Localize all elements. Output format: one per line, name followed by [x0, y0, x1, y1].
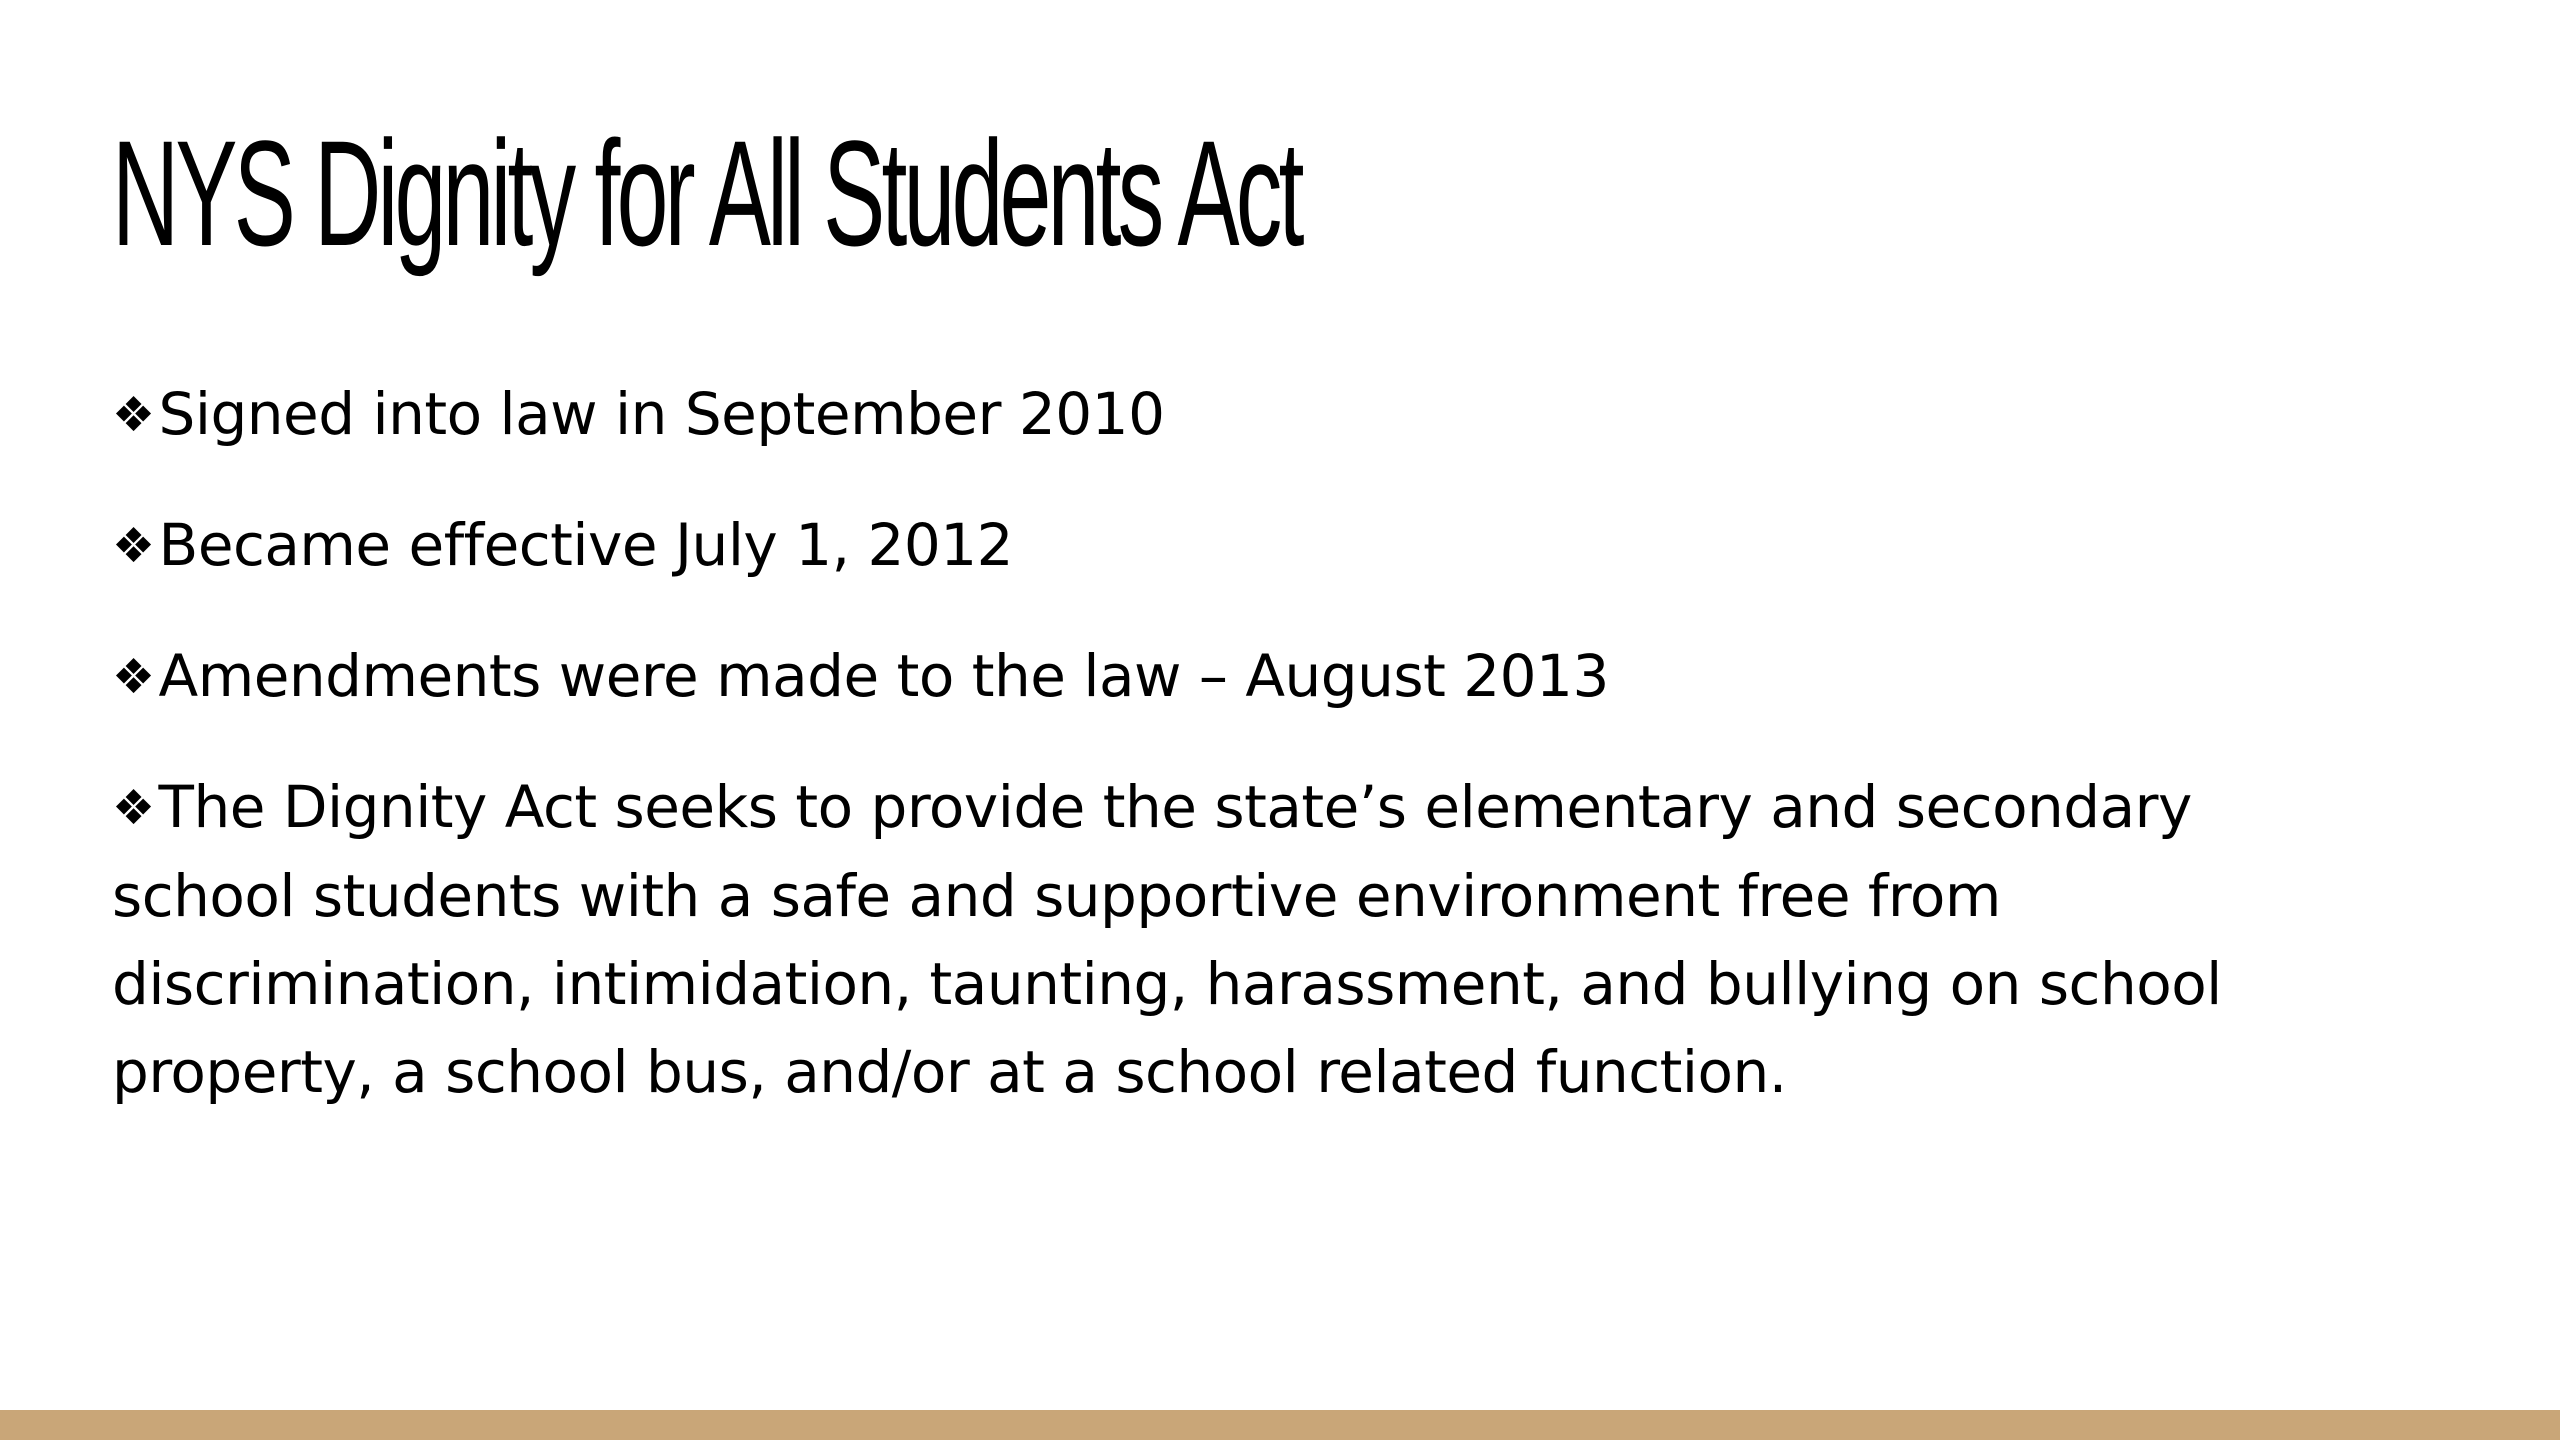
bullet-item — [112, 501, 2352, 590]
bullet-text: The Dignity Act seeks to provide the state’s elementary and secondary school students with a safe and supportive environment free from discrimination, intimidation, taunting, harassment, and bullying on school property, a school bus, and/or at a school related function. — [112, 773, 2222, 1106]
bullet-item — [112, 632, 2352, 721]
bullet-item — [112, 763, 2352, 1116]
diamond-bullet-icon: ❖ — [112, 387, 155, 443]
diamond-bullet-icon: ❖ — [112, 780, 155, 836]
slide-title: NYS Dignity for All Students Act — [112, 109, 1301, 277]
bullet-item — [112, 370, 2352, 459]
diamond-bullet-icon: ❖ — [112, 518, 155, 574]
bullet-text: Amendments were made to the law – August 2013 — [158, 642, 1609, 710]
bullet-text: Signed into law in September 2010 — [158, 380, 1165, 448]
bullet-list — [112, 370, 2352, 1158]
footer-accent-bar — [0, 1410, 2560, 1440]
bullet-text: Became effective July 1, 2012 — [158, 511, 1014, 579]
diamond-bullet-icon: ❖ — [112, 649, 155, 705]
